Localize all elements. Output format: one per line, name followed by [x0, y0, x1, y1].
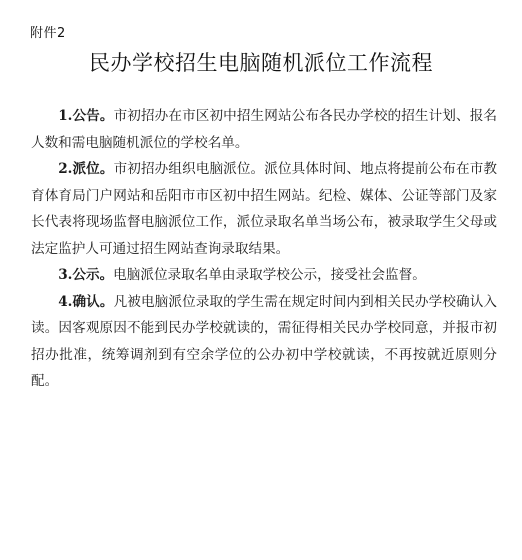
paragraph-text: 电脑派位录取名单由录取学校公示，接受社会监督。 [113, 267, 426, 283]
paragraph-assignment [31, 156, 497, 262]
paragraph-heading: 3.公示。 [58, 267, 114, 283]
paragraph-publicity [31, 262, 497, 289]
document-body [31, 103, 497, 395]
paragraph-announcement [31, 103, 497, 156]
paragraph-text: 凡被电脑派位录取的学生需在规定时间内到相关民办学校确认入读。因客观原因不能到民办学校就读的，需征得相关民办学校同意，并报市初招办批准，统筹调剂到有空余学位的公办初中学校就读，不再按就近原则分配。 [31, 293, 497, 389]
page-title: 民办学校招生电脑随机派位工作流程 [89, 51, 433, 75]
paragraph-heading: 1.公告。 [58, 108, 114, 124]
attachment-label: 附件2 [30, 26, 66, 41]
paragraph-heading: 4.确认。 [58, 293, 114, 310]
paragraph-text: 市初招办组织电脑派位。派位具体时间、地点将提前公布在市教育体育局门户网站和岳阳市市区初中招生网站。纪检、媒体、公证等部门及家长代表将现场监督电脑派位工作，派位录取名单当场公布，被录取学生父母或法定监护人可通过招生网站查询录取结果。 [31, 161, 497, 257]
paragraph-heading: 2.派位。 [58, 161, 114, 177]
paragraph-text: 市初招办在市区初中招生网站公布各民办学校的招生计划、报名人数和需电脑随机派位的学校名单。 [31, 108, 497, 151]
paragraph-confirmation [31, 289, 497, 395]
